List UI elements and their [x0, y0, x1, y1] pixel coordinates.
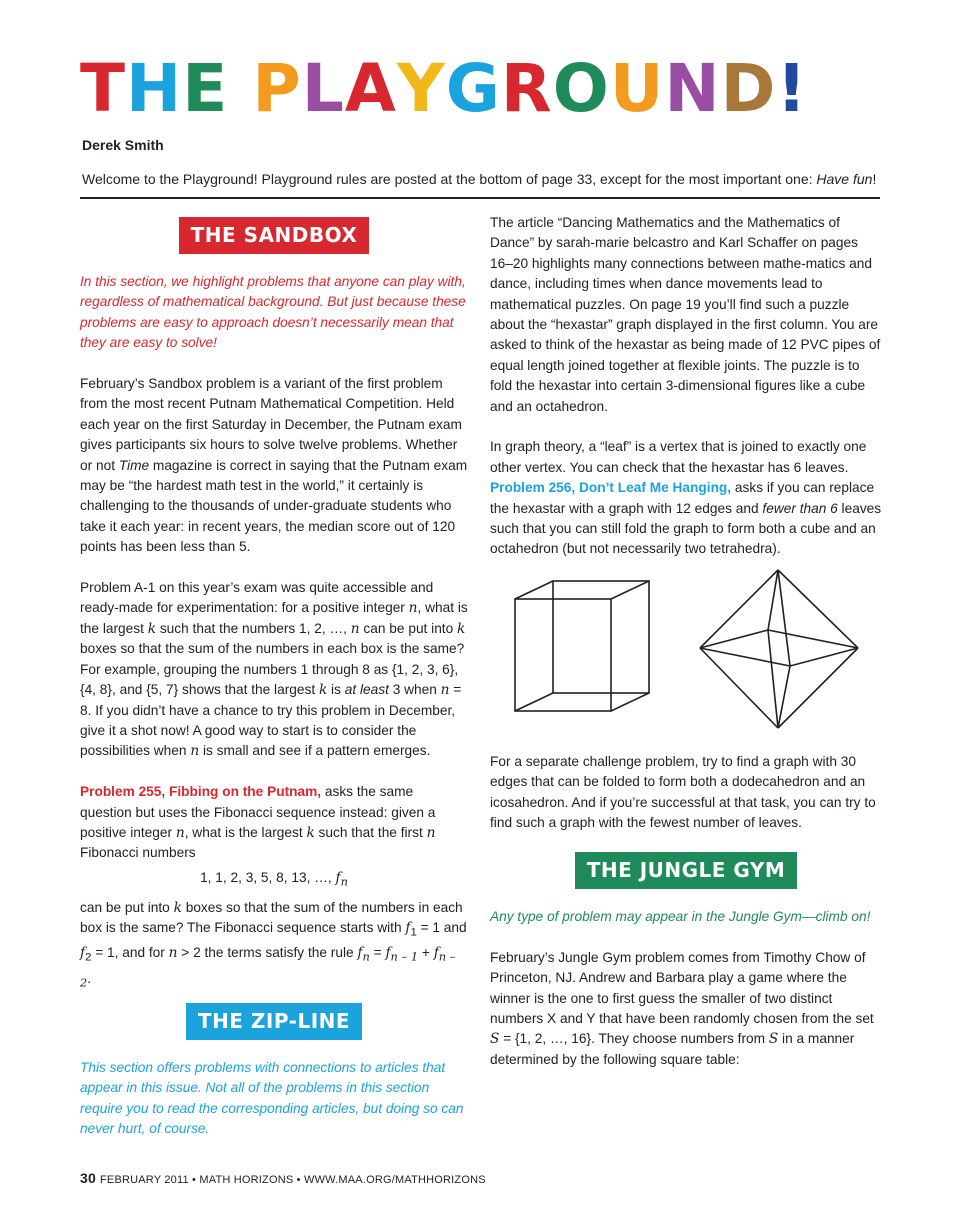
- zipline-intro: This section offers problems with connections to articles that appear in this issue. Not all of the problems in this section require you to read the corresponding articles, but doing so can never hurt, of course.: [80, 1059, 464, 1136]
- problem-256-title: Problem 256, Don’t Leaf Me Hanging,: [490, 480, 732, 496]
- title-letter: L: [301, 50, 345, 127]
- header-divider: [80, 197, 880, 199]
- sandbox-paragraph-2: Problem A-1 on this year’s exam was quite accessible and ready-made for experimentation: for a positive integer n, what is the largest k such that the numbers 1, 2, …, n can be put into k boxes so that the sum of the numbers in each box is the same? For example, grouping the numbers 1 through 8 as {1, 2, 3, 6}, {4, 8}, and {5, 7} shows that the largest k is at least 3 when n = 8. If you didn’t have a chance to try this problem in December, give it a shot now! A good way to start is to consider the possibilities when n is small and see if a pattern emerges.: [80, 580, 468, 760]
- page-title: [80, 50, 808, 127]
- sandbox-paragraph-1: February’s Sandbox problem is a variant of the first problem from the most recent Putnam Mathematical Competition. Held each year on the first Saturday in December, the Putnam exam gives participants six hours to solve twelve problems. Whether or not Time magazine is correct in saying that the Putnam exam may be “the hardest math test in the world,” it certainly is challenging to the thousands of under-graduate students who take it each year: in recent years, the median score out of 120 points has been less than 5.: [80, 376, 468, 555]
- title-letter: R: [500, 50, 553, 127]
- cube-figure: [513, 579, 653, 719]
- zipline-paragraph-1: The article “Dancing Mathematics and the Mathematics of Dance” by sarah-marie belcastro and Karl Schaffer on pages 16–20 highlights many connections between mathe-matics and dance, including times when dance movements lead to mathematical puzzles. On page 19 you’ll find such a puzzle about the “hexastar” graph displayed in the first column. You are asked to think of the hexastar as being made of 12 PVC pipes of equal length joined together at flexible joints. The puzzle is to fold the hexastar into certain 3-dimensional figures like a cube and an octahedron.: [490, 215, 881, 414]
- title-letter: D: [720, 50, 777, 127]
- title-letter: [228, 56, 252, 122]
- polyhedra-figures: [490, 566, 882, 732]
- challenge-paragraph: For a separate challenge problem, try to find a graph with 30 edges that can be folded to form both a dodecahedron and an icosahedron. And if you’re successful at that task, you can try to find such a graph with the fewest number of leaves.: [490, 753, 876, 831]
- author-name: Derek Smith: [82, 137, 164, 153]
- title-letter: U: [609, 50, 665, 127]
- title-letter: P: [252, 50, 302, 127]
- problem-256-paragraph: In graph theory, a “leaf” is a vertex that is joined to exactly one other vertex. You can check that the hexastar has 6 leaves. Problem 256, Don’t Leaf Me Hanging, asks if you can replace the hexastar with a graph with 12 edges and fewer than 6 leaves such that you can still fold the graph to form both a cube and an octahedron (but not necessarily two tetrahedra).: [490, 439, 882, 557]
- title-letter: Y: [396, 50, 446, 127]
- welcome-text: Welcome to the Playground! Playground rules are posted at the bottom of page 33, except for the most important one: Have fun!: [82, 171, 877, 187]
- zipline-banner: THE ZIP-LINE: [186, 1003, 362, 1040]
- left-column: [80, 213, 468, 1160]
- title-letter: T: [80, 50, 127, 127]
- problem-255-paragraph: Problem 255, Fibbing on the Putnam, asks the same question but uses the Fibonacci sequence instead: given a positive integer n, what is the largest k such that the first n Fibonacci numbers: [80, 784, 436, 861]
- sandbox-banner: THE SANDBOX: [179, 217, 370, 254]
- title-letter: N: [664, 50, 721, 127]
- right-column: [490, 213, 882, 1070]
- title-letter: E: [182, 50, 229, 127]
- sandbox-intro: In this section, we highlight problems that anyone can play with, regardless of mathematical background. But just because these problems are easy to approach doesn’t necessarily mean that they are easy to solve!: [80, 274, 466, 351]
- page-footer: [80, 1170, 486, 1186]
- title-letter: H: [126, 50, 183, 127]
- title-letter: O: [552, 50, 610, 127]
- footer-text: FEBRUARY 2011 • MATH HORIZONS • WWW.MAA.ORG/MATHHORIZONS: [99, 1174, 486, 1186]
- jungle-gym-paragraph: February’s Jungle Gym problem comes from Timothy Chow of Princeton, NJ. Andrew and Barbara play a game where the winner is the one to first guess the smaller of two distinct numbers X and Y that have been randomly chosen from the set S = {1, 2, …, 16}. They choose numbers from S in a manner determined by the following square table:: [490, 949, 874, 1067]
- title-letter: A: [344, 50, 397, 127]
- title-letter: !: [776, 50, 808, 127]
- page-number: 30: [80, 1170, 96, 1186]
- title-letter: G: [445, 50, 501, 127]
- jungle-gym-intro: Any type of problem may appear in the Jungle Gym—climb on!: [490, 908, 871, 924]
- jungle-gym-banner: THE JUNGLE GYM: [575, 852, 798, 889]
- octahedron-figure: [698, 568, 860, 730]
- fibonacci-paragraph: can be put into k boxes so that the sum of the numbers in each box is the same? The Fibonacci sequence starts with $f_1 = 1$ and $f_2 = 1$, and for n > 2 the terms satisfy the rule $f_n = f_{n - 1} + f_{n - 2}$.: [80, 899, 467, 990]
- problem-255-title: Problem 255, Fibbing on the Putnam,: [80, 784, 322, 800]
- fibonacci-sequence: 1, 1, 2, 3, 5, 8, 13, …, $f_n$: [200, 869, 348, 889]
